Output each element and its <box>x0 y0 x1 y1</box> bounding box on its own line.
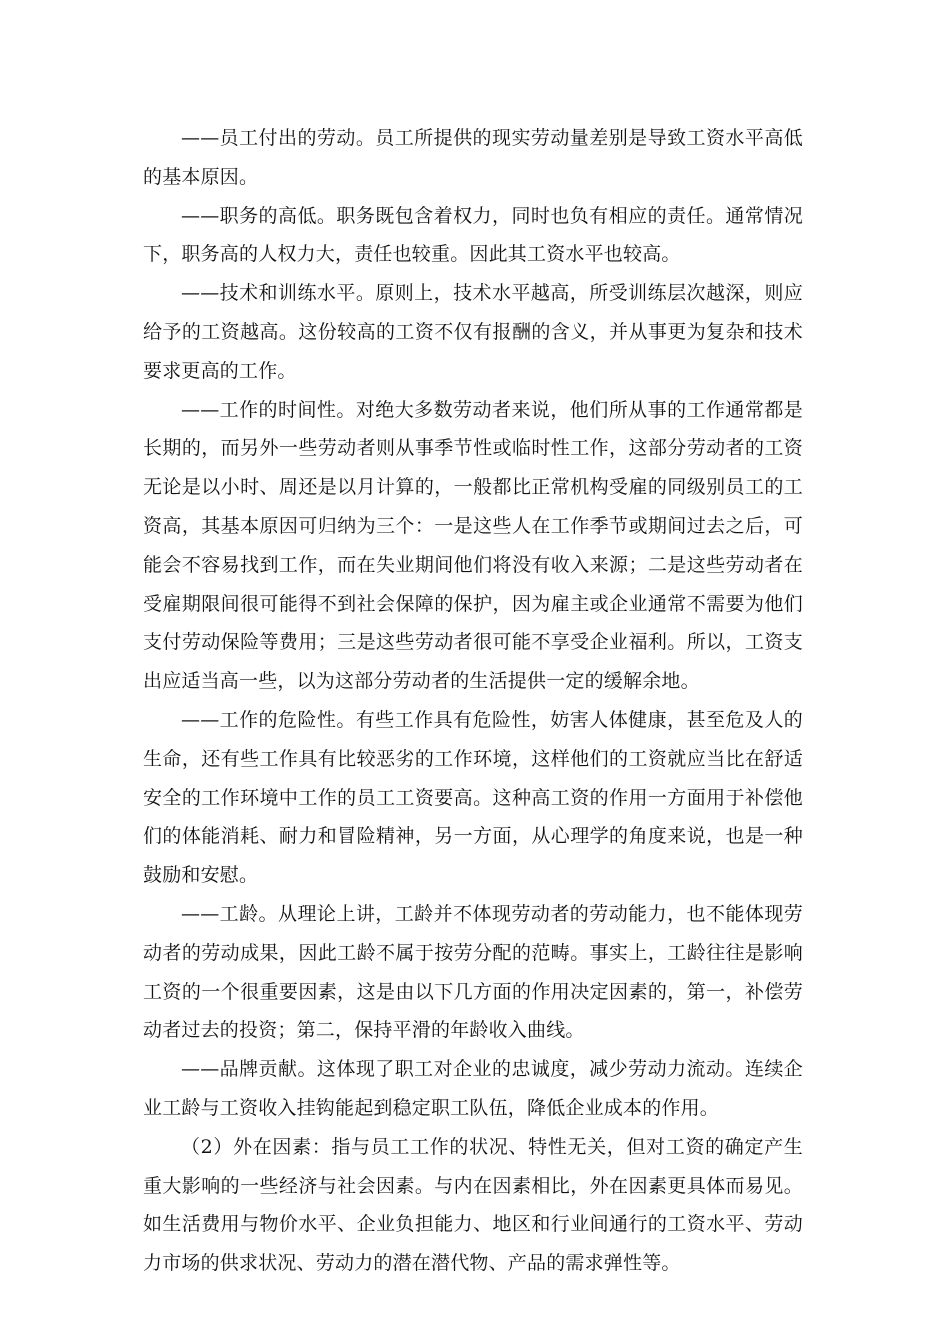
paragraph-work-timing: ——工作的时间性。对绝大多数劳动者来说，他们所从事的工作通常都是长期的，而另外一些劳动者则从事季节性或临时性工作，这部分劳动者的工资无论是以小时、周还是以月计算的，一般都比正常机构受雇的同级别员工的工资高，其基本原因可归纳为三个：一是这些人在工作季节或期间过去之后，可能会不容易找到工作，而在失业期间他们将没有收入来源；二是这些劳动者在受雇期限间很可能得不到社会保障的保护，因为雇主或企业通常不需要为他们支付劳动保险等费用；三是这些劳动者很可能不享受企业福利。所以，工资支出应适当高一些，以为这部分劳动者的生活提供一定的缓解余地。 <box>143 398 803 693</box>
paragraph-skill-training: ——技术和训练水平。原则上，技术水平越高，所受训练层次越深，则应给予的工资越高。这份较高的工资不仅有报酬的含义，并从事更为复杂和技术要求更高的工作。 <box>143 282 803 382</box>
paragraph-external-factors: （2）外在因素：指与员工工作的状况、特性无关，但对工资的确定产生重大影响的一些经济与社会因素。与内在因素相比，外在因素更具体而易见。如生活费用与物价水平、企业负担能力、地区和行业间通行的工资水平、劳动力市场的供求状况、劳动力的潜在潜代物、产品的需求弹性等。 <box>143 1135 803 1275</box>
paragraph-seniority: ——工龄。从理论上讲，工龄并不体现劳动者的劳动能力，也不能体现劳动者的劳动成果，因此工龄不属于按劳分配的范畴。事实上，工龄往往是影响工资的一个很重要因素，这是由以下几方面的作用决定因素的，第一，补偿劳动者过去的投资；第二，保持平滑的年龄收入曲线。 <box>143 902 803 1042</box>
paragraph-brand-contribution: ——品牌贡献。这体现了职工对企业的忠诚度，减少劳动力流动。连续企业工龄与工资收入挂钩能起到稳定职工队伍，降低企业成本的作用。 <box>143 1058 803 1119</box>
paragraph-employee-labor: ——员工付出的劳动。员工所提供的现实劳动量差别是导致工资水平高低的基本原因。 <box>143 127 803 188</box>
paragraph-work-danger: ——工作的危险性。有些工作具有危险性，妨害人体健康，甚至危及人的生命，还有些工作具有比较恶劣的工作环境，这样他们的工资就应当比在舒适安全的工作环境中工作的员工工资要高。这种高工资的作用一方面用于补偿他们的体能消耗、耐力和冒险精神，另一方面，从心理学的角度来说，也是一种鼓励和安慰。 <box>143 708 803 887</box>
document-body <box>143 119 803 1283</box>
paragraph-position-level: ——职务的高低。职务既包含着权力，同时也负有相应的责任。通常情况下，职务高的人权力大，责任也较重。因此其工资水平也较高。 <box>143 204 803 266</box>
